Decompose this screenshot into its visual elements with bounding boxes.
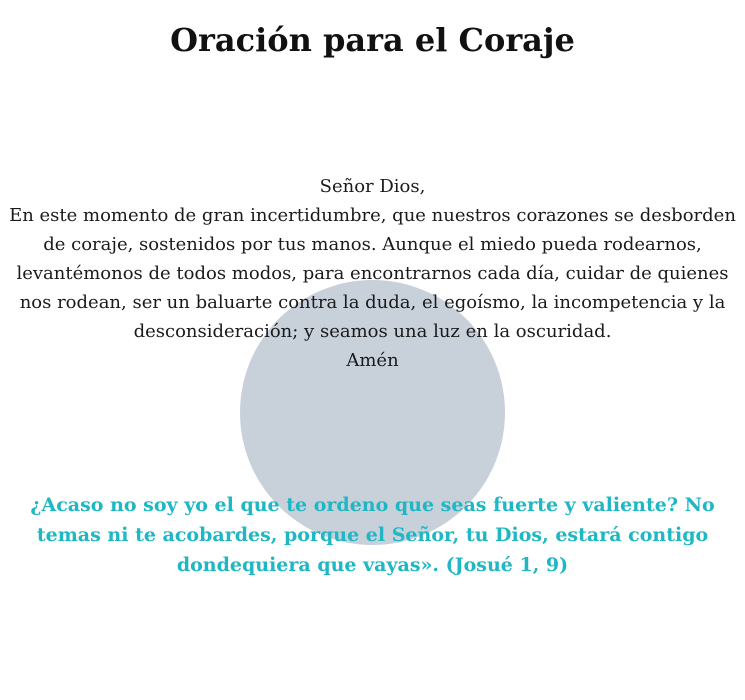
- prayer-closing: Amén: [346, 350, 399, 371]
- prayer-block: [0, 172, 745, 375]
- page-title: Oración para el Coraje: [170, 21, 575, 59]
- verse-text: ¿Acaso no soy yo el que te ordeno que seas fuerte y valiente? No temas ni te acobardes, porque el Señor, tu Dios, estará contigo dondequiera que vayas». (Josué 1, 9): [30, 494, 715, 576]
- prayer-greeting: Señor Dios,: [319, 176, 426, 197]
- prayer-body: En este momento de gran incertidumbre, que nuestros corazones se desborden de coraje, sostenidos por tus manos. Aunque el miedo pueda rodearnos, levantémonos de todos modos, para encontrarnos cada día, cuidar de quienes nos rodean, ser un baluarte contra la duda, el egoísmo, la incompetencia y la desconsideración; y seamos una luz en la oscuridad.: [9, 205, 736, 342]
- bible-verse: [0, 490, 745, 580]
